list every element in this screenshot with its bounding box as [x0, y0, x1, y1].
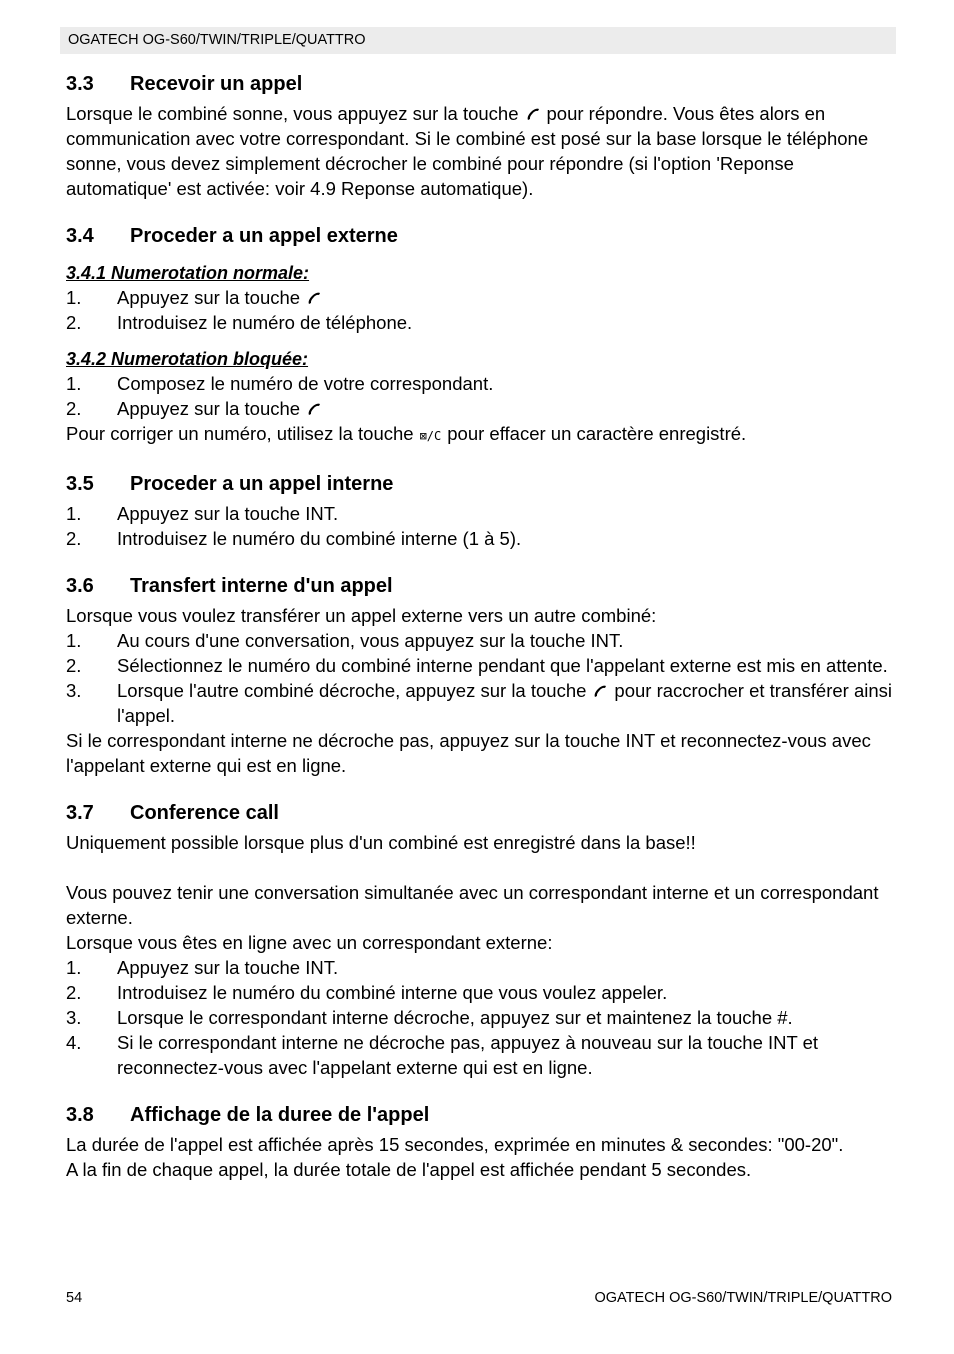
list-item	[66, 1005, 896, 1030]
paragraph: La durée de l'appel est affichée après 15 secondes, exprimée en minutes & secondes: "00-20".	[66, 1134, 844, 1155]
list-number: 2.	[66, 528, 82, 549]
section-title: Conference call	[130, 802, 279, 824]
list-number: 1.	[66, 287, 82, 308]
section-heading	[66, 1102, 896, 1128]
list-text: Appuyez sur la touche INT.	[117, 957, 339, 978]
clear-key-icon: ⊠/C	[419, 429, 442, 443]
section-3-3	[66, 71, 896, 201]
subsection-title: 3.4.2 Numerotation bloquée:	[66, 349, 309, 369]
text-span: Pour corriger un numéro, utilisez la touche	[66, 423, 414, 444]
list-text: Au cours d'une conversation, vous appuyez sur la touche INT.	[117, 630, 624, 651]
list-number: 2.	[66, 312, 82, 333]
section-number: 3.4	[66, 225, 94, 247]
page-number: 54	[66, 1290, 83, 1306]
paragraph: Lorsque vous voulez transférer un appel externe vers un autre combiné:	[66, 605, 657, 626]
section-heading	[66, 800, 896, 826]
text-span: pour répondre. Vous êtes alors en communication avec votre correspondant. Si le combiné est posé sur la base lorsque le téléphone sonne, vous devez simplement décrocher le combiné pour répondre (si l'option 'Reponse automatique' est activée: voir 4.9 Reponse automatique).	[66, 103, 869, 199]
paragraph: Vous pouvez tenir une conversation simultanée avec un correspondant interne et un correspondant externe.	[66, 882, 879, 928]
section-heading	[66, 573, 896, 599]
list-item	[66, 678, 896, 728]
list-item	[66, 980, 896, 1005]
spacer	[66, 855, 896, 880]
list-number: 3.	[66, 1007, 82, 1028]
paragraph: Si le correspondant interne ne décroche pas, appuyez sur la touche INT et reconnectez-vous avec l'appelant externe qui est en ligne.	[66, 730, 871, 776]
phone-handset-icon	[306, 290, 322, 306]
list-number: 2.	[66, 655, 82, 676]
list-number: 1.	[66, 373, 82, 394]
paragraph: Uniquement possible lorsque plus d'un combiné est enregistré dans la base!!	[66, 832, 696, 853]
phone-handset-icon	[525, 106, 541, 122]
section-number: 3.7	[66, 802, 94, 824]
list-text	[117, 396, 896, 421]
section-heading	[66, 71, 896, 97]
page-header	[60, 27, 896, 54]
text-span: Lorsque l'autre combiné décroche, appuyez sur la touche	[117, 680, 587, 701]
list-item	[66, 285, 896, 310]
section-title: Recevoir un appel	[130, 73, 303, 95]
list-item	[66, 310, 896, 335]
list-number: 2.	[66, 982, 82, 1003]
list-number: 2.	[66, 398, 82, 419]
list-text: Introduisez le numéro de téléphone.	[117, 312, 413, 333]
section-3-7	[66, 800, 896, 1080]
list-text	[117, 285, 896, 310]
section-number: 3.6	[66, 575, 94, 597]
section-number: 3.3	[66, 73, 94, 95]
list-item	[66, 955, 896, 980]
text-span: pour raccrocher et transférer ainsi l'appel.	[117, 680, 893, 726]
text-span: Appuyez sur la touche	[117, 287, 301, 308]
list-number: 1.	[66, 630, 82, 651]
list-number: 3.	[66, 680, 82, 701]
section-number: 3.8	[66, 1104, 94, 1126]
section-3-5	[66, 471, 896, 551]
list-text: Composez le numéro de votre correspondant.	[117, 373, 494, 394]
list-item	[66, 371, 896, 396]
list-text: Appuyez sur la touche INT.	[117, 503, 339, 524]
list-number: 4.	[66, 1032, 82, 1053]
section-3-4	[66, 223, 896, 449]
section-3-6	[66, 573, 896, 778]
text-span: pour effacer un caractère enregistré.	[447, 423, 747, 444]
list-item	[66, 1030, 896, 1080]
section-title: Proceder a un appel interne	[130, 473, 394, 495]
list-text: Lorsque le correspondant interne décroche, appuyez sur et maintenez la touche #.	[117, 1007, 793, 1028]
text-span: Appuyez sur la touche	[117, 398, 301, 419]
list-text: Introduisez le numéro du combiné interne que vous voulez appeler.	[117, 982, 668, 1003]
phone-handset-icon	[306, 401, 322, 417]
section-title: Transfert interne d'un appel	[130, 575, 393, 597]
section-3-8	[66, 1102, 896, 1182]
paragraph	[66, 101, 896, 201]
list-item	[66, 526, 896, 551]
page-content	[66, 71, 896, 1182]
list-item	[66, 396, 896, 421]
paragraph: Lorsque vous êtes en ligne avec un correspondant externe:	[66, 932, 553, 953]
list-text	[117, 678, 896, 728]
list-text: Si le correspondant interne ne décroche pas, appuyez à nouveau sur la touche INT et reconnectez-vous avec l'appelant externe qui est en ligne.	[117, 1032, 819, 1078]
list-number: 1.	[66, 957, 82, 978]
section-heading	[66, 471, 896, 497]
section-title: Proceder a un appel externe	[130, 225, 398, 247]
list-number: 1.	[66, 503, 82, 524]
paragraph	[66, 421, 896, 449]
footer-title: OGATECH OG-S60/TWIN/TRIPLE/QUATTRO	[594, 1290, 892, 1306]
list-item	[66, 501, 896, 526]
section-number: 3.5	[66, 473, 94, 495]
list-text: Introduisez le numéro du combiné interne (1 à 5).	[117, 528, 522, 549]
section-title: Affichage de la duree de l'appel	[130, 1104, 430, 1126]
list-item	[66, 653, 896, 678]
text-span: Lorsque le combiné sonne, vous appuyez sur la touche	[66, 103, 519, 124]
list-text: Sélectionnez le numéro du combiné interne pendant que l'appelant externe est mis en attente.	[117, 655, 888, 676]
subsection-title: 3.4.1 Numerotation normale:	[66, 263, 310, 283]
header-title: OGATECH OG-S60/TWIN/TRIPLE/QUATTRO	[68, 32, 366, 48]
section-heading	[66, 223, 896, 249]
list-item	[66, 628, 896, 653]
paragraph: A la fin de chaque appel, la durée totale de l'appel est affichée pendant 5 secondes.	[66, 1159, 752, 1180]
phone-handset-icon	[592, 683, 608, 699]
